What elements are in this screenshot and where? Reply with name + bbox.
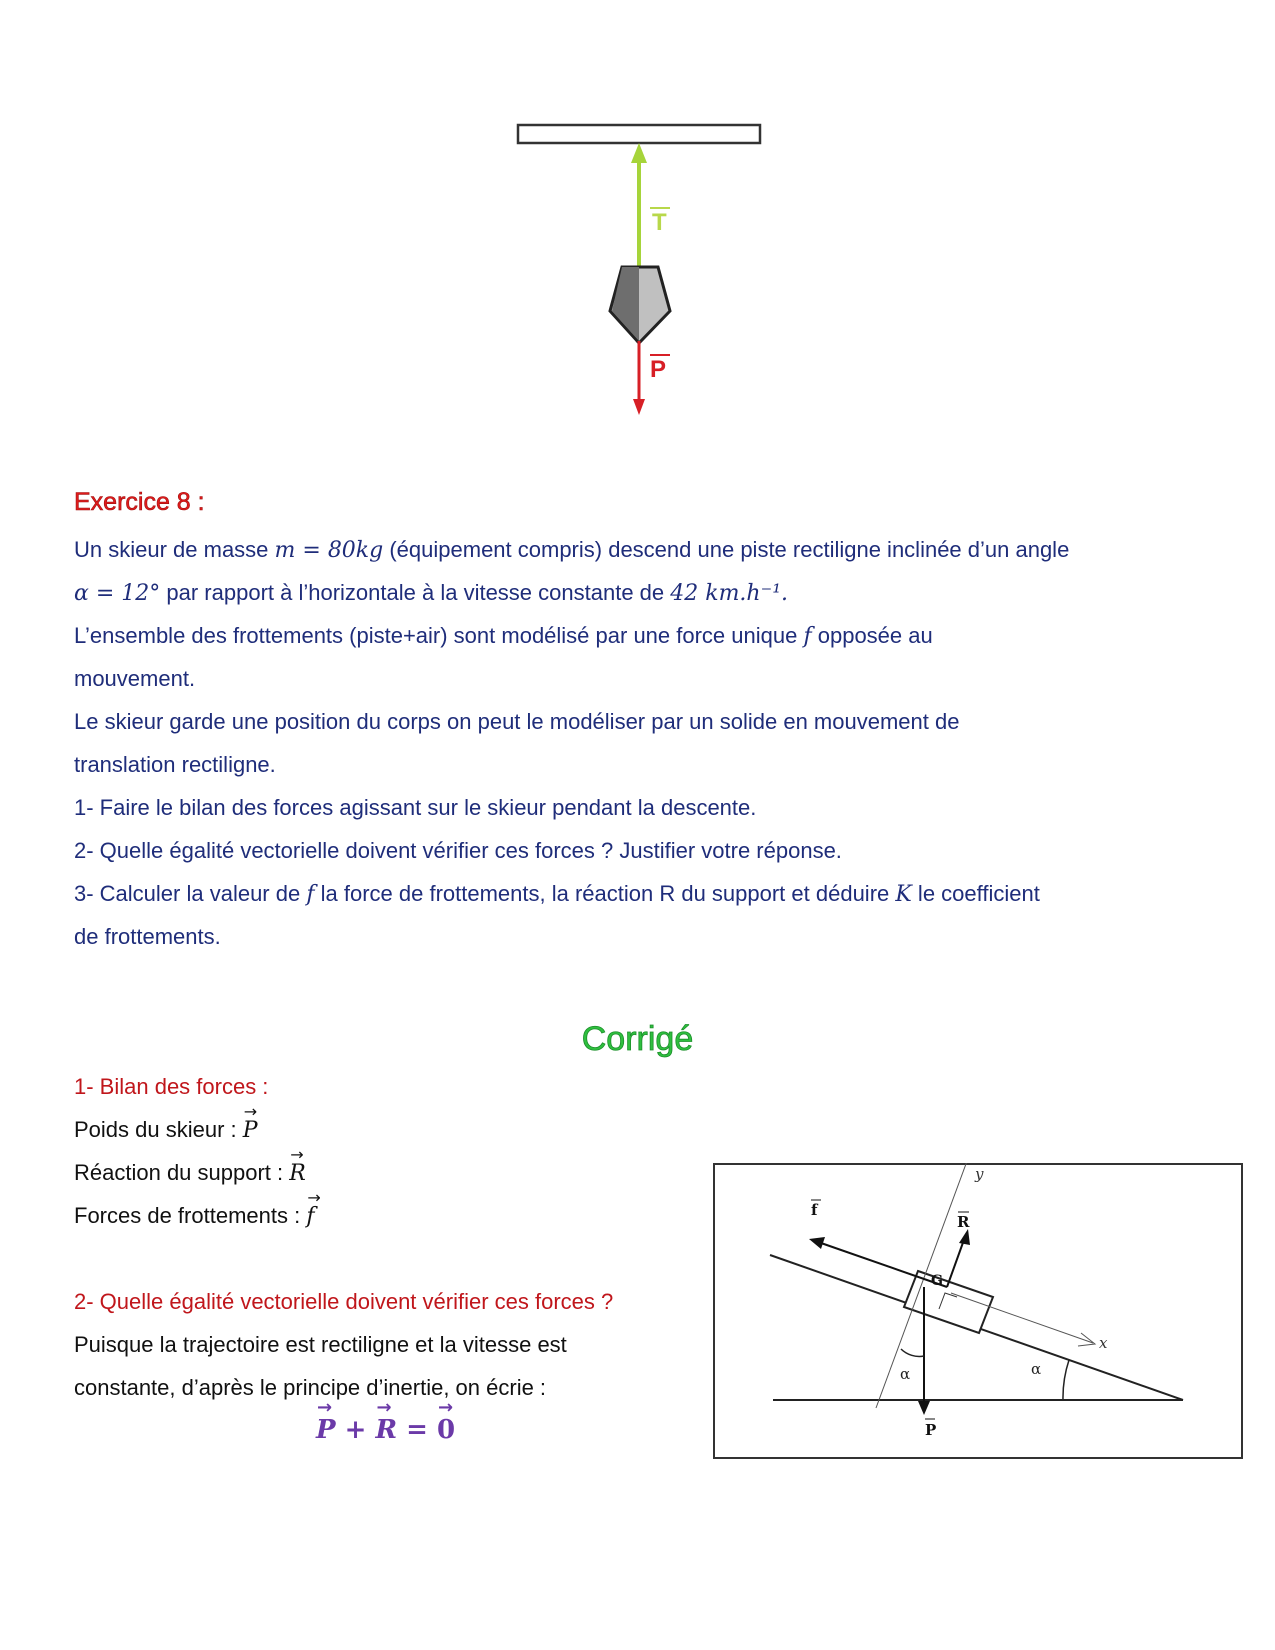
section-2-line-2: constante, d’après le principe d’inertie, on écrie : <box>74 1375 547 1400</box>
friction-force-line <box>74 1203 314 1229</box>
x-axis-label: x <box>1099 1334 1108 1352</box>
mass-formula: m = 80kg <box>274 538 384 563</box>
section-2-line-1: Puisque la trajectoire est rectiligne et la vitesse est <box>74 1332 567 1357</box>
slope-angle-label: α <box>1031 1360 1042 1378</box>
friction-arrowhead <box>809 1237 825 1249</box>
centre-of-mass-label: G <box>931 1273 943 1289</box>
coefficient-symbol: K <box>895 882 912 907</box>
equation-zero: → 0 <box>437 1415 455 1445</box>
exercise-line-6: translation rectiligne. <box>74 752 276 777</box>
exercise-line-3 <box>74 623 933 649</box>
speed-formula: 42 km.h⁻¹. <box>670 581 789 606</box>
weight-vector-symbol: → P <box>243 1118 258 1143</box>
weight-label-ramp: P <box>925 1421 937 1439</box>
exercise-title: Exercice 8 : <box>74 488 205 516</box>
reaction-force-label: Réaction du support : <box>74 1160 290 1185</box>
weight-label: P <box>650 356 667 383</box>
weight-arrowhead <box>633 399 645 415</box>
question-2: 2- Quelle égalité vectorielle doivent vérifier ces forces ? Justifier votre réponse. <box>74 838 842 863</box>
friction-vector-symbol: → f <box>306 1204 314 1229</box>
weight-arrowhead-ramp <box>918 1401 930 1415</box>
question-3-a: 3- Calculer la valeur de <box>74 881 307 906</box>
question-3-continued: de frottements. <box>74 924 221 949</box>
correction-title: Corrigé <box>581 1020 694 1058</box>
exercise-line-2 <box>74 580 788 606</box>
x-axis-arrow <box>1078 1333 1095 1346</box>
ramp-figure <box>713 1163 1243 1459</box>
friction-label: f <box>811 1201 818 1219</box>
inner-angle-arc <box>901 1349 924 1356</box>
equation-P: → P <box>316 1415 336 1445</box>
friction-force-label: Forces de frottements : <box>74 1203 307 1228</box>
question-3 <box>74 881 1040 907</box>
friction-symbol: f <box>803 624 812 649</box>
section-1-title: 1- Bilan des forces : <box>74 1074 269 1099</box>
weight-force-line <box>74 1117 258 1143</box>
inner-angle-label: α <box>900 1365 911 1383</box>
equation-equals: = <box>406 1415 428 1445</box>
exercise-line-3-b: opposée au <box>811 623 933 648</box>
exercise-line-1-b: (équipement compris) descend une piste rectiligne inclinée d’un angle <box>383 537 1070 562</box>
exercise-line-2-b: par rapport à l’horizontale à la vitesse constante de <box>160 580 671 605</box>
reaction-force-line <box>74 1160 306 1186</box>
angle-formula: α = 12° <box>74 581 161 606</box>
exercise-line-1 <box>74 537 1069 563</box>
weight-force-label: Poids du skieur : <box>74 1117 243 1142</box>
slope-angle-arc <box>1063 1360 1069 1400</box>
reaction-vector-symbol: → R <box>289 1161 306 1186</box>
tension-label: T <box>652 209 667 236</box>
section-2-title: 2- Quelle égalité vectorielle doivent vérifier ces forces ? <box>74 1289 614 1314</box>
equation-plus: + <box>344 1415 367 1445</box>
reaction-label: R <box>957 1213 970 1231</box>
ceiling-support <box>518 125 760 143</box>
exercise-line-1-a: Un skieur de masse <box>74 537 275 562</box>
question-3-b: la force de frottements, la réaction R du support et déduire <box>314 881 896 906</box>
pendulum-figure <box>500 115 780 425</box>
vector-equation <box>316 1415 455 1445</box>
reaction-vector <box>947 1237 965 1287</box>
reaction-arrowhead <box>959 1229 970 1245</box>
exercise-line-3-a: L’ensemble des frottements (piste+air) sont modélisé par une force unique <box>74 623 804 648</box>
exercise-line-5: Le skieur garde une position du corps on peut le modéliser par un solide en mouvement de <box>74 709 960 734</box>
tension-arrowhead <box>631 143 647 163</box>
exercise-line-4: mouvement. <box>74 666 196 691</box>
question-3-c: le coefficient <box>911 881 1040 906</box>
question-1: 1- Faire le bilan des forces agissant sur le skieur pendant la descente. <box>74 795 757 820</box>
y-axis-label: y <box>975 1165 984 1183</box>
equation-R: → R <box>375 1415 397 1445</box>
question-3-friction-symbol: f <box>306 882 315 907</box>
